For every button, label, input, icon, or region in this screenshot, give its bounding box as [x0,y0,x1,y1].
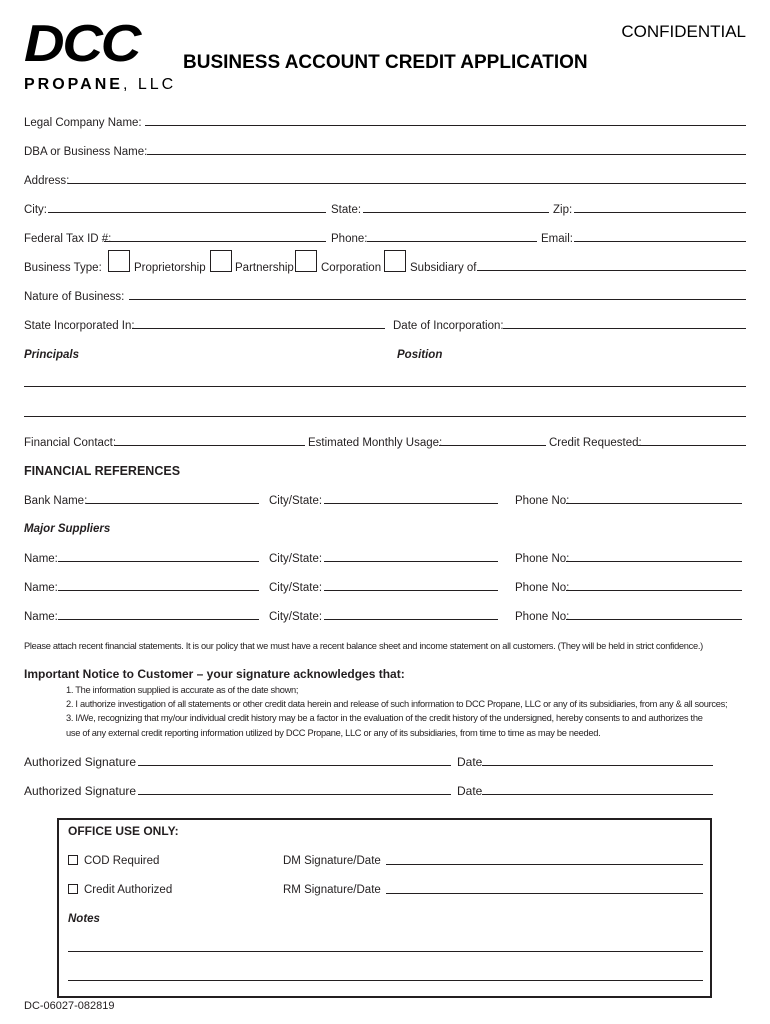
nature-of-business-field[interactable] [129,299,746,300]
email-field[interactable] [574,241,746,242]
supplier-3-city-state-field[interactable] [324,619,498,620]
financial-contact-field[interactable] [114,445,305,446]
major-suppliers-heading: Major Suppliers [24,523,111,535]
phone-label: Phone: [331,233,368,245]
supplier-1-name-field[interactable] [58,561,259,562]
dba-field[interactable] [147,154,746,155]
supplier-2-city-state-field[interactable] [324,590,498,591]
corporation-label: Corporation [321,262,382,274]
company-logo: DCC [24,15,140,73]
notes-heading: Notes [68,913,100,925]
supplier-3-name-label: Name: [24,611,58,623]
page-title: BUSINESS ACCOUNT CREDIT APPLICATION [183,52,588,73]
logo-suffix: , LLC [122,76,177,93]
dm-signature-field[interactable] [386,864,703,865]
financial-references-heading: FINANCIAL REFERENCES [24,464,181,478]
supplier-1-phone-field[interactable] [566,561,742,562]
notice-heading: Important Notice to Customer – your signature acknowledges that: [24,667,405,681]
bank-city-state-label: City/State: [269,495,323,507]
position-heading: Position [397,349,443,361]
address-field[interactable] [68,183,746,184]
authorized-signature-1-field[interactable] [138,765,451,766]
partnership-label: Partnership [235,262,294,274]
rm-signature-field[interactable] [386,893,703,894]
principal-row-1[interactable] [24,386,746,387]
signature-2-date-field[interactable] [482,794,713,795]
monthly-usage-field[interactable] [439,445,546,446]
supplier-1-name-label: Name: [24,553,58,565]
signature-2-date-label: Date [457,784,483,798]
principals-heading: Principals [24,349,79,361]
bank-city-state-field[interactable] [324,503,498,504]
financial-contact-label: Financial Contact: [24,437,117,449]
supplier-3-phone-label: Phone No: [515,611,570,623]
monthly-usage-label: Estimated Monthly Usage: [308,437,443,449]
bank-name-label: Bank Name: [24,495,88,507]
notes-line-1[interactable] [68,951,703,952]
authorized-signature-2-label: Authorized Signature [24,784,137,798]
email-label: Email: [541,233,573,245]
notes-line-2[interactable] [68,980,703,981]
supplier-2-name-label: Name: [24,582,58,594]
authorized-signature-1-label: Authorized Signature [24,755,137,769]
office-use-box [57,818,712,998]
state-field[interactable] [363,212,549,213]
supplier-2-phone-field[interactable] [566,590,742,591]
subsidiary-label: Subsidiary of [410,262,477,274]
nature-of-business-label: Nature of Business: [24,291,125,303]
phone-field[interactable] [367,241,537,242]
notice-item-3: 3. I/We, recognizing that my/our individual credit history may be a factor in the evaluation of the credit history of the undersigned, hereby consents to and authorizes the [66,713,703,723]
state-label: State: [331,204,362,216]
partnership-checkbox[interactable] [210,250,232,272]
company-logo-subtitle [24,76,176,94]
cod-required-label: COD Required [84,855,160,867]
notice-item-2: 2. I authorize investigation of all statements or other credit data herein and release of such information to DCC Propane, LLC or any of its subsidiaries, from any & all sources; [66,699,728,709]
supplier-3-city-state-label: City/State: [269,611,323,623]
date-incorporation-field[interactable] [503,328,746,329]
legal-company-name-field[interactable] [145,125,746,126]
proprietorship-checkbox[interactable] [108,250,130,272]
zip-label: Zip: [553,204,573,216]
federal-tax-id-field[interactable] [104,241,326,242]
subsidiary-field[interactable] [477,270,746,271]
notice-item-1: 1. The information supplied is accurate as of the date shown; [66,685,299,695]
legal-company-name-label: Legal Company Name: [24,117,142,129]
supplier-3-phone-field[interactable] [566,619,742,620]
credit-authorized-label: Credit Authorized [84,884,173,896]
principal-row-2[interactable] [24,416,746,417]
cod-required-checkbox[interactable] [68,855,78,865]
supplier-2-phone-label: Phone No: [515,582,570,594]
dm-signature-label: DM Signature/Date [283,855,381,867]
proprietorship-label: Proprietorship [134,262,206,274]
credit-requested-label: Credit Requested: [549,437,642,449]
corporation-checkbox[interactable] [295,250,317,272]
bank-name-field[interactable] [86,503,259,504]
zip-field[interactable] [574,212,746,213]
state-incorporated-label: State Incorporated In: [24,320,135,332]
credit-authorized-checkbox[interactable] [68,884,78,894]
supplier-1-city-state-label: City/State: [269,553,323,565]
confidential-label: CONFIDENTIAL [621,22,746,41]
city-label: City: [24,204,47,216]
supplier-1-phone-label: Phone No: [515,553,570,565]
date-incorporation-label: Date of Incorporation: [393,320,504,332]
authorized-signature-2-field[interactable] [138,794,451,795]
office-use-heading: OFFICE USE ONLY: [68,824,179,838]
rm-signature-label: RM Signature/Date [283,884,381,896]
credit-requested-field[interactable] [638,445,746,446]
supplier-1-city-state-field[interactable] [324,561,498,562]
supplier-2-name-field[interactable] [58,590,259,591]
logo-company: PROPANE [24,76,123,93]
signature-1-date-field[interactable] [482,765,713,766]
bank-phone-field[interactable] [566,503,742,504]
business-type-label: Business Type: [24,262,102,274]
dba-label: DBA or Business Name: [24,146,148,158]
signature-1-date-label: Date [457,755,483,769]
supplier-3-name-field[interactable] [58,619,259,620]
attach-statements-note: Please attach recent financial statements. It is our policy that we must have a recent balance sheet and income statement on all customers. (They will be held in strict confidence.) [24,641,703,651]
city-field[interactable] [48,212,326,213]
address-label: Address: [24,175,70,187]
form-code: DC-06027-082819 [24,1000,115,1012]
state-incorporated-field[interactable] [132,328,385,329]
subsidiary-checkbox[interactable] [384,250,406,272]
supplier-2-city-state-label: City/State: [269,582,323,594]
notice-item-3-continued: use of any external credit reporting information utilized by DCC Propane, LLC or any of its subsidiaries, from time to time as may be needed. [66,728,601,738]
bank-phone-label: Phone No: [515,495,570,507]
federal-tax-id-label: Federal Tax ID #: [24,233,112,245]
